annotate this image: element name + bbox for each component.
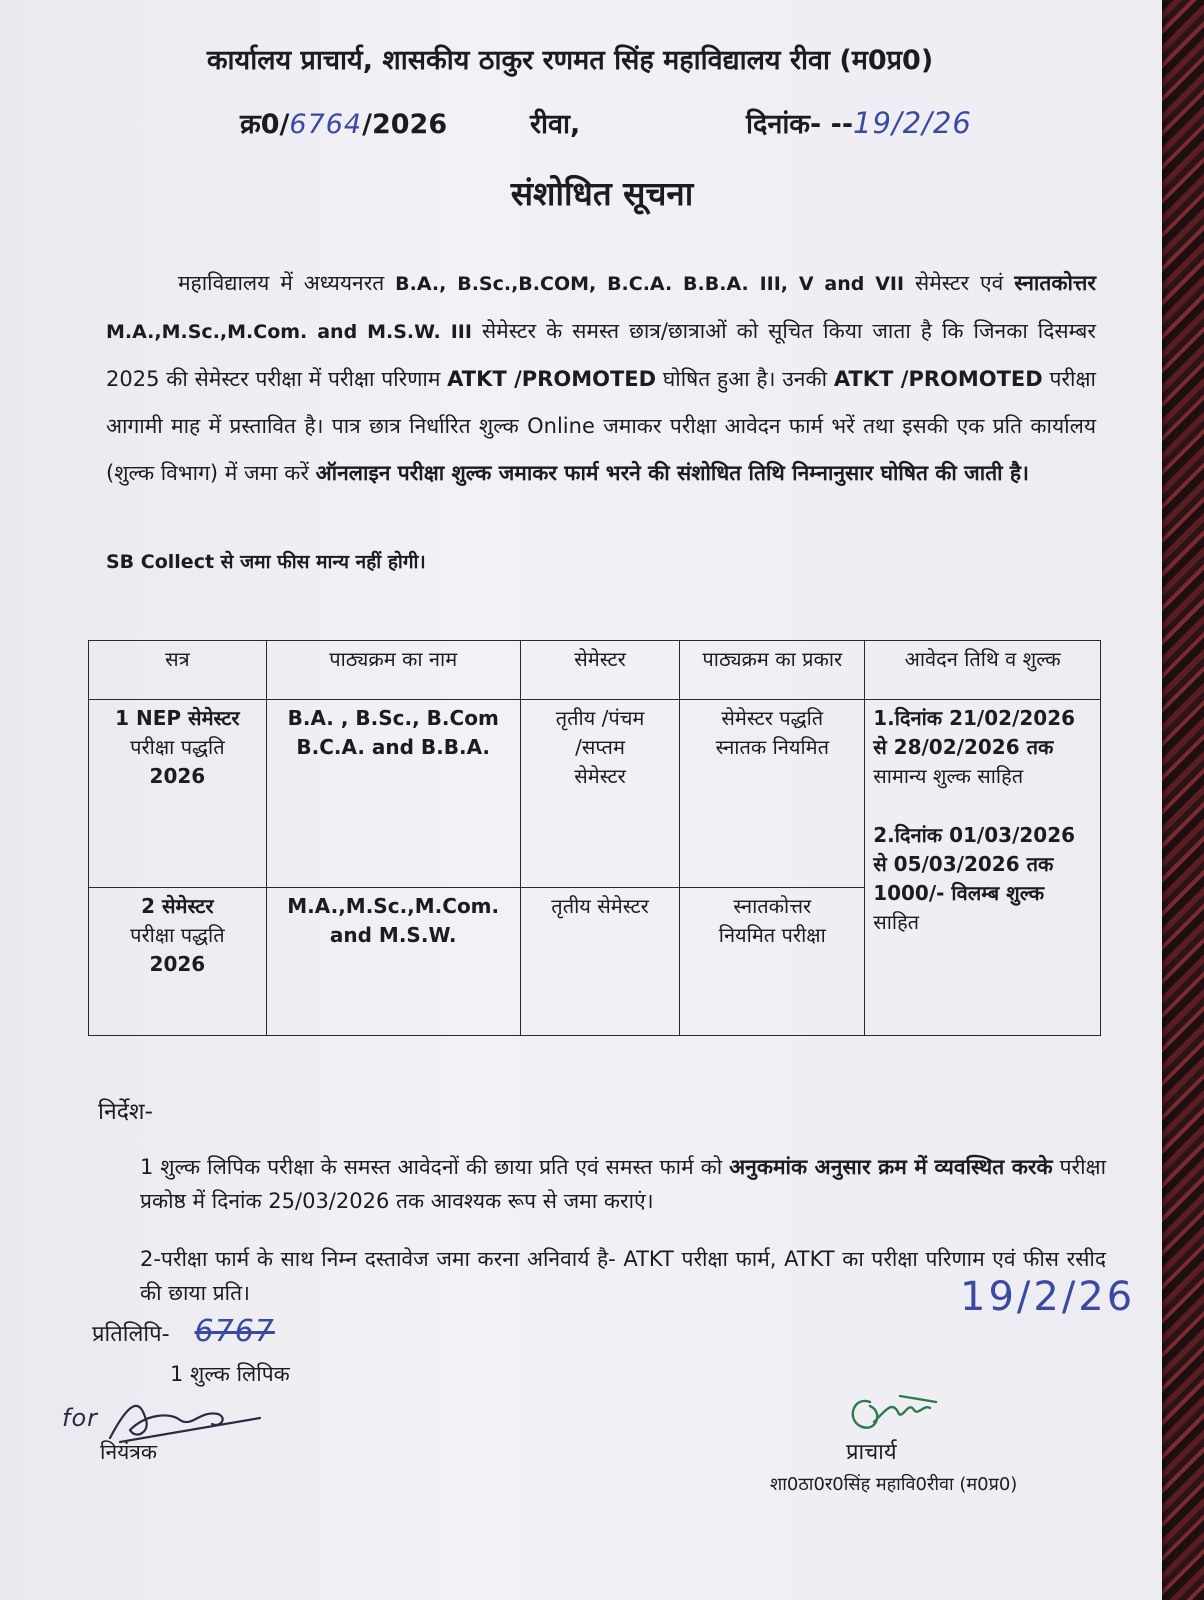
cell-line: 2026 — [149, 952, 206, 976]
cell-line: तृतीय /पंचम — [555, 706, 645, 730]
date-label: दिनांक- -- — [746, 109, 854, 140]
copy-number-handwritten: 6767 — [194, 1314, 275, 1349]
reference-line — [240, 104, 447, 141]
ref-prefix: क्र0/ — [240, 109, 290, 140]
body-text: सेमेस्टर के समस्त छात्र/छात्राओं को सूचित किया जाता है कि जिनका दिसम्बर 2025 की सेमेस्टर परीक्षा में परीक्षा परिणाम — [106, 319, 1096, 391]
table-header-row — [89, 641, 1101, 700]
date-line — [746, 104, 972, 141]
copy-item-1: 1 शुल्क लिपिक — [170, 1362, 290, 1386]
table-row — [89, 700, 1101, 888]
cell-line: B.C.A. and B.B.A. — [296, 735, 491, 759]
notice-body — [106, 260, 1096, 497]
copy-label: प्रतिलिपि- — [92, 1322, 170, 1347]
cell-line: स्नातकोत्तर — [733, 894, 812, 918]
pg-label: स्नातकोत्तर — [1014, 271, 1096, 295]
atkt-promoted: ATKT /PROMOTED — [447, 367, 657, 391]
revised-date-announcement: ऑनलाइन परीक्षा शुल्क जमाकर फार्म भरने की संशोधित तिथि निम्नानुसार घोषित की जाती है। — [315, 461, 1030, 485]
directions-label: निर्देश- — [98, 1099, 153, 1125]
cell-line: परीक्षा पद्धति — [130, 735, 225, 759]
cell-line: नियमित परीक्षा — [718, 923, 826, 947]
row2-session — [89, 888, 267, 1036]
cell-line: स्नातक नियमित — [715, 735, 830, 759]
cell-line: 2026 — [149, 764, 206, 788]
body-text: परीक्षा आगामी माह में प्रस्तावित है। पात्र छात्र निर्धारित शुल्क Online जमाकर परीक्षा आवेदन फार्म भरें तथा इसकी एक प्रति कार्यालय (शुल्क विभाग) में जमा करें — [106, 367, 1096, 485]
direction-emphasis: अनुकमांक अनुसार क्रम में व्यवस्थित करके — [729, 1155, 1053, 1179]
office-heading: कार्यालय प्राचार्य, शासकीय ठाकुर रणमत सिंह महाविद्यालय रीवा (म0प्र0) — [206, 45, 934, 76]
header-date-fee: आवेदन तिथि व शुल्क — [865, 641, 1101, 700]
office-short-name: शा0ठा0र0सिंह महावि0रीवा (म0प्र0) — [770, 1474, 1018, 1495]
cell-line: से 28/02/2026 तक — [873, 735, 1054, 759]
controller-label: नियंत्रक — [100, 1440, 157, 1464]
row2-type — [680, 888, 865, 1036]
cell-line: 1 NEP सेमेस्टर — [115, 706, 240, 730]
direction-text: 1 शुल्क लिपिक परीक्षा के समस्त आवेदनों की छाया प्रति एवं समस्त फार्म को — [140, 1155, 723, 1179]
handwritten-date-right: 19/2/26 — [960, 1274, 1136, 1320]
cell-line: तृतीय सेमेस्टर — [551, 894, 649, 918]
header-semester: सेमेस्टर — [520, 641, 680, 700]
row2-semester — [520, 888, 680, 1036]
header-course-type: पाठ्यक्रम का प्रकार — [680, 641, 865, 700]
row1-semester — [520, 700, 680, 888]
direction-2: 2-परीक्षा फार्म के साथ निम्न दस्तावेज जमा करना अनिवार्य है- ATKT परीक्षा फार्म, ATKT का परीक्षा परिणाम एवं फीस रसीद की छाया प्रति। — [140, 1247, 1106, 1305]
cell-line: 2.दिनांक 01/03/2026 — [873, 823, 1076, 847]
cell-line: 2 सेमेस्टर — [141, 894, 214, 918]
direction-text: परीक्षा प्रकोष्ठ में दिनांक 25/03/2026 तक आवश्यक रूप से जमा कराएं। — [140, 1155, 1107, 1213]
body-text: सेमेस्टर एवं — [915, 271, 1004, 295]
row1-course — [266, 700, 520, 888]
cell-line: and M.S.W. — [329, 923, 457, 947]
fee-cell — [865, 700, 1101, 1036]
cell-line: सेमेस्टर — [574, 764, 626, 788]
cell-line: /सप्तम — [575, 735, 625, 759]
cell-line: B.A. , B.Sc., B.Com — [287, 706, 499, 730]
copy-line — [92, 1314, 275, 1349]
row1-type — [680, 700, 865, 888]
cell-line: से 05/03/2026 तक — [873, 852, 1054, 876]
notice-title: संशोधित सूचना — [510, 174, 694, 213]
header-session: सत्र — [89, 641, 267, 700]
principal-signature — [840, 1382, 950, 1438]
cell-line: M.A.,M.Sc.,M.Com. — [287, 894, 500, 918]
cell-line: 1.दिनांक 21/02/2026 — [873, 706, 1076, 730]
principal-label: प्राचार्य — [846, 1440, 897, 1465]
date-handwritten: 19/2/26 — [853, 106, 972, 140]
direction-1 — [140, 1150, 1106, 1218]
cell-line: सामान्य शुल्क साहित — [873, 764, 1024, 788]
row1-session — [89, 700, 267, 888]
cell-line: सेमेस्टर पद्धति — [721, 706, 824, 730]
ref-number-handwritten: 6764 — [289, 109, 363, 140]
header-course-name: पाठ्यक्रम का नाम — [266, 641, 520, 700]
cell-line: 1000/- विलम्ब शुल्क — [873, 881, 1045, 905]
row2-course — [266, 888, 520, 1036]
pg-courses: M.A.,M.Sc.,M.Com. and M.S.W. III — [106, 321, 472, 343]
body-text: घोषित हुआ है। उनकी — [662, 367, 828, 391]
schedule-table — [88, 640, 1101, 1036]
atkt-promoted: ATKT /PROMOTED — [833, 367, 1043, 391]
ug-courses: B.A., B.Sc.,B.COM, B.C.A. B.B.A. III, V and VII — [395, 273, 905, 295]
city: रीवा, — [530, 109, 581, 140]
ref-suffix: /2026 — [362, 109, 448, 140]
cell-line: परीक्षा पद्धति — [130, 923, 225, 947]
body-text: महाविद्यालय में अध्ययनरत — [178, 271, 385, 295]
cell-line: साहित — [873, 910, 920, 934]
sb-collect-note: SB Collect से जमा फीस मान्य नहीं होगी। — [106, 551, 426, 573]
controller-handwritten-prefix: for — [62, 1404, 98, 1432]
